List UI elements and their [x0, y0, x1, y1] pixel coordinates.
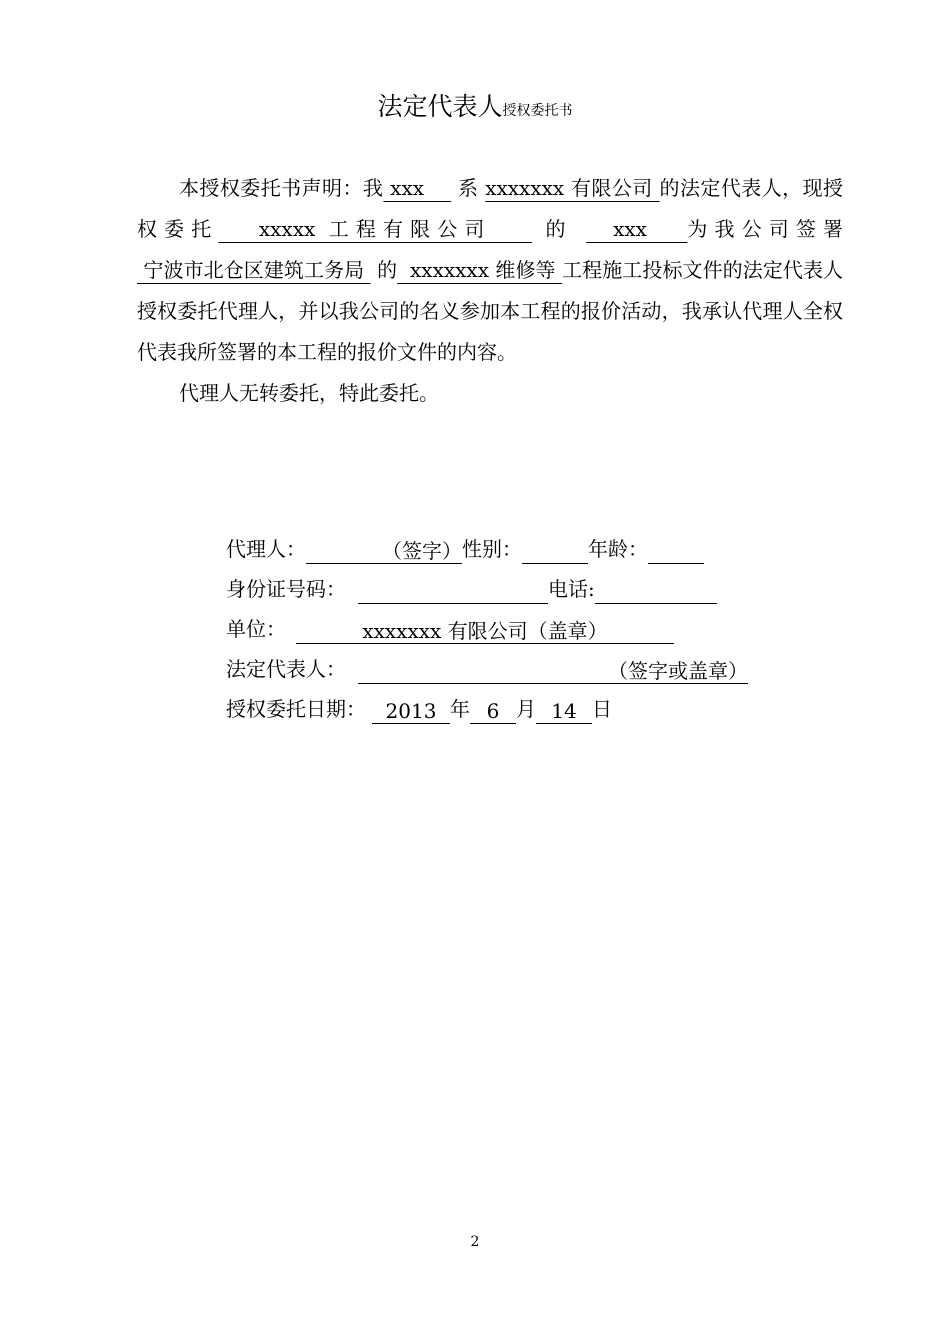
day-field[interactable] [536, 696, 592, 724]
statement-agent-company-blank: xxxxx 工程有限公司 [218, 217, 532, 241]
statement-company-blank: xxxxxxx 有限公司 [485, 176, 660, 200]
year-field[interactable] [372, 696, 450, 724]
legal-rep-line [226, 654, 748, 684]
statement-text-6: 的 [370, 258, 398, 282]
date-label: 授权委托日期： [226, 697, 366, 721]
statement-person-blank: xxx [383, 176, 452, 200]
id-number-field[interactable] [358, 576, 548, 604]
legal-rep-label: 法定代表人： [226, 657, 346, 681]
legal-rep-note: （签字或盖章） [608, 659, 748, 683]
unit-field[interactable] [296, 616, 674, 644]
month-field[interactable] [470, 696, 516, 724]
gender-label: 性别： [462, 537, 522, 561]
age-label: 年龄： [588, 537, 648, 561]
statement-text-3: 的法定代表人，现授权委托 [137, 176, 844, 241]
year-value: 2013 [385, 699, 437, 723]
agent-line [226, 534, 704, 564]
legal-rep-field[interactable] [358, 656, 748, 684]
statement-paragraph [137, 168, 843, 373]
statement-project-blank: xxxxxxx 维修等 [397, 258, 563, 282]
day-value: 14 [551, 699, 577, 723]
phone-label: 电话: [548, 577, 595, 601]
unit-label: 单位： [226, 617, 286, 641]
day-unit: 日 [592, 697, 612, 721]
unit-line [226, 614, 674, 644]
month-unit: 月 [516, 697, 536, 721]
no-subdelegation-text: 代理人无转委托，特此委托。 [179, 381, 439, 405]
date-line [226, 694, 612, 724]
age-field[interactable] [648, 536, 704, 564]
statement-client-blank: 宁波市北仓区建筑工务局 [137, 258, 371, 282]
title-small: 授权委托书 [502, 103, 573, 119]
statement-text-7: 工程施工投标文件的法定代表人授权委托代理人，并以我公司的名义参加本工程的报价活动，我承认代理人全权代表我所签署的本工程的报价文件的内容。 [137, 258, 844, 364]
agent-label: 代理人： [226, 537, 306, 561]
statement-text-2: 系 [451, 176, 486, 200]
year-unit: 年 [450, 697, 470, 721]
id-phone-line [226, 574, 717, 604]
gender-field[interactable] [522, 536, 588, 564]
agent-sign-note: （签字） [382, 539, 462, 563]
document-title [0, 90, 950, 128]
unit-value: xxxxxxx 有限公司（盖章） [362, 619, 608, 643]
title-main: 法定代表人 [377, 92, 503, 121]
page-number: 2 [470, 1234, 480, 1250]
statement-agent-person-blank: xxx [586, 217, 688, 241]
statement-text-1: 本授权委托书声明：我 [179, 176, 384, 200]
id-label: 身份证号码： [226, 577, 346, 601]
statement-text-4: 的 [531, 217, 587, 241]
month-value: 6 [486, 699, 500, 723]
statement-text-5: 为我公司签署 [687, 217, 844, 241]
phone-field[interactable] [595, 576, 717, 604]
agent-sign-field[interactable] [306, 536, 462, 564]
